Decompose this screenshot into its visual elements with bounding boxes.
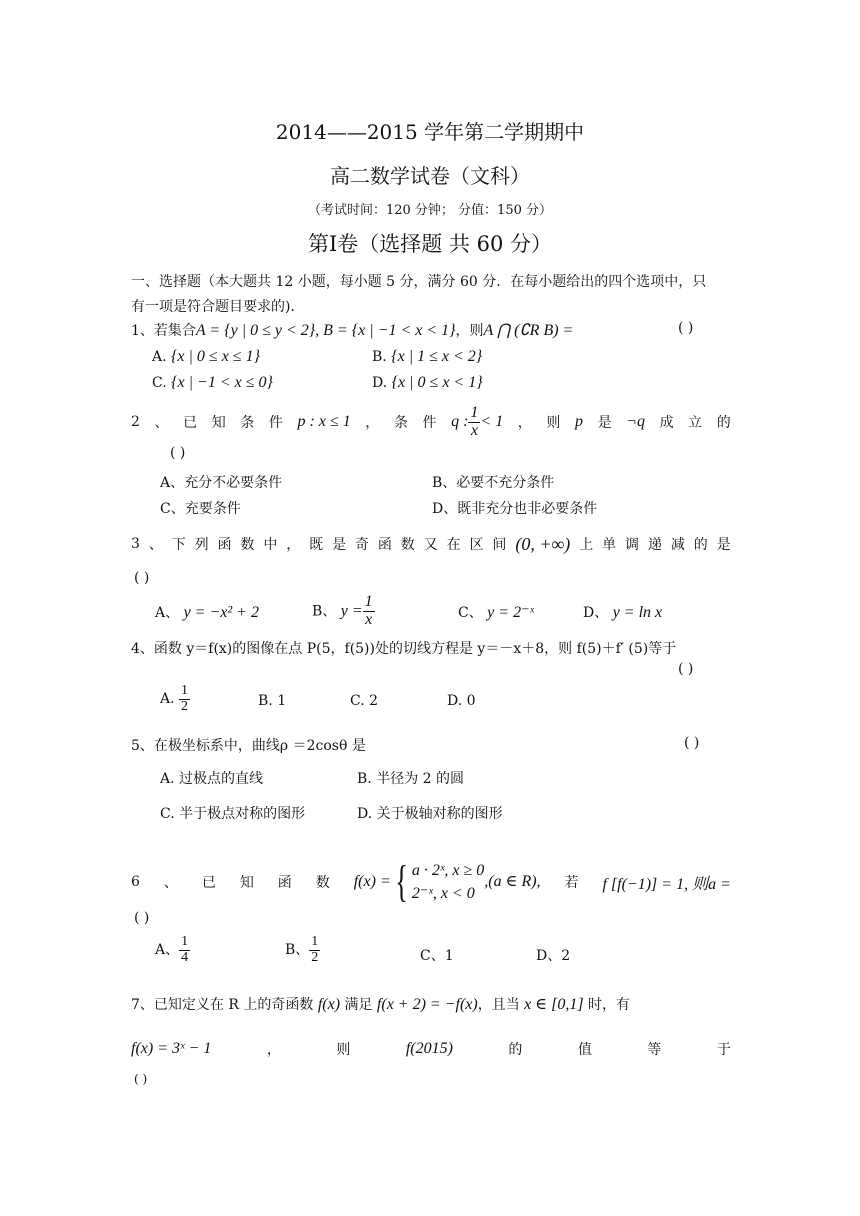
q6-text: 数 bbox=[315, 875, 330, 891]
q5-option-c[interactable]: C. 半于极点对称的图形 bbox=[160, 806, 306, 822]
q6-option-d[interactable]: D、2 bbox=[536, 948, 571, 964]
q6-text: 知 bbox=[239, 875, 254, 891]
section-title: 第Ⅰ卷（选择题 共 60 分） bbox=[307, 232, 553, 256]
q6-option-b[interactable] bbox=[285, 935, 320, 965]
q6-option-b-fraction bbox=[309, 935, 320, 965]
q3-text: ， bbox=[286, 537, 301, 553]
q3-option-d-math: y = ln x bbox=[612, 604, 663, 621]
q7-text: 等 bbox=[647, 1042, 662, 1058]
q7-domain: x ∈ [0,1] bbox=[524, 996, 584, 1013]
q4-frac-den: 2 bbox=[181, 698, 189, 714]
q6-fx: f(x) = bbox=[353, 872, 391, 890]
q2-text: 条 bbox=[240, 415, 255, 431]
q5-answer-paren: ( ) bbox=[684, 735, 700, 751]
q6-frac-den: 4 bbox=[181, 949, 189, 965]
q3-option-b-label: B、 bbox=[312, 603, 337, 620]
q6-cases bbox=[412, 859, 484, 905]
q2-text: 、 bbox=[154, 415, 169, 431]
q3-text: 是 bbox=[716, 537, 731, 553]
question-4-stem: 4、函数 y＝f(x)的图像在点 P(5，f(5))处的切线方程是 y＝－x＋8，则 f(5)＋f′ (5)等于 bbox=[131, 641, 677, 657]
q2-p: p bbox=[574, 413, 583, 430]
q3-text: 列 bbox=[194, 537, 209, 553]
q3-option-b[interactable] bbox=[312, 594, 375, 629]
q6-answer-paren: ( ) bbox=[134, 910, 150, 926]
q2-text: 条 bbox=[393, 415, 408, 431]
q3-text: 数 bbox=[240, 537, 255, 553]
q2-text: 知 bbox=[211, 415, 226, 431]
q3-text: 的 bbox=[693, 537, 708, 553]
q2-text: 是 bbox=[597, 415, 612, 431]
q2-not-q: ¬q bbox=[626, 413, 645, 430]
q5-option-b[interactable]: B. 半径为 2 的圆 bbox=[357, 771, 464, 787]
q6-ask: f [f(−1)] = 1, 则a = bbox=[602, 875, 731, 893]
q3-option-d[interactable] bbox=[583, 602, 662, 622]
q7-text: 的 bbox=[508, 1042, 523, 1058]
q6-case-2: 2⁻ˣ, x < 0 bbox=[411, 885, 475, 902]
q1-sets: A = {y | 0 ≤ y < 2}, B = {x | −1 < x < 1} bbox=[195, 322, 456, 339]
q2-answer-paren: ( ) bbox=[170, 445, 186, 461]
q6-piecewise bbox=[354, 859, 541, 905]
q2-option-b[interactable]: B、必要不充分条件 bbox=[432, 475, 555, 491]
q7-fx: f(x) bbox=[317, 996, 341, 1013]
q2-text: 件 bbox=[268, 415, 283, 431]
q3-text: 函 bbox=[217, 537, 232, 553]
q7-when: ，且当 bbox=[477, 997, 520, 1013]
q2-text: ， bbox=[517, 415, 532, 431]
exam-title-subject: 高二数学试卷（文科） bbox=[330, 164, 530, 188]
q6-case-1: a · 2ˣ, x ≥ 0 bbox=[411, 861, 485, 879]
q3-text: 是 bbox=[332, 537, 347, 553]
q6-text: 若 bbox=[564, 875, 579, 891]
q7-piece-def: f(x) = 3ˣ − 1 bbox=[131, 1040, 212, 1057]
q3-frac-num: 1 bbox=[364, 593, 373, 610]
q7-text: 值 bbox=[577, 1042, 592, 1058]
q1-answer-paren: ( ) bbox=[678, 320, 694, 336]
q2-frac-num: 1 bbox=[470, 403, 479, 421]
q3-number: 3 bbox=[131, 536, 140, 552]
q6-option-c[interactable]: C、1 bbox=[420, 948, 454, 964]
q6-option-b-label: B、 bbox=[285, 942, 310, 959]
q1-option-c-label: C. bbox=[152, 375, 167, 391]
q4-frac-num: 1 bbox=[181, 683, 189, 698]
q4-option-a-fraction bbox=[179, 684, 190, 714]
q3-option-c[interactable] bbox=[458, 602, 534, 622]
q3-answer-paren: ( ) bbox=[134, 570, 150, 586]
q1-lead: 1、若集合 bbox=[131, 323, 196, 339]
q4-option-a[interactable] bbox=[160, 684, 190, 714]
q2-frac-den: x bbox=[470, 421, 478, 439]
q2-text: 则 bbox=[546, 415, 561, 431]
q2-text: 已 bbox=[183, 415, 198, 431]
question-1-stem bbox=[131, 320, 573, 340]
q2-number: 2 bbox=[131, 414, 140, 430]
q4-option-d[interactable]: D. 0 bbox=[447, 693, 476, 709]
question-5-stem: 5、在极坐标系中，曲线ρ ＝2cosθ 是 bbox=[131, 738, 366, 754]
q7-text: ， bbox=[266, 1042, 281, 1058]
q1-option-d-label: D. bbox=[372, 375, 388, 391]
q2-option-c[interactable]: C、充要条件 bbox=[160, 501, 241, 517]
q4-option-a-label: A. bbox=[160, 691, 175, 708]
q3-text: 下 bbox=[171, 537, 186, 553]
intro-line-1: 一、选择题（本大题共 12 小题，每小题 5 分，满分 60 分．在每小题给出的四个选项中，只 bbox=[131, 274, 707, 290]
q2-text: 成 bbox=[659, 415, 674, 431]
q3-option-c-label: C、 bbox=[458, 605, 483, 621]
q3-option-a-label: A、 bbox=[155, 605, 180, 621]
q3-text: 既 bbox=[309, 537, 324, 553]
q7-equation: f(x + 2) = −f(x) bbox=[376, 996, 478, 1013]
q4-option-c[interactable]: C. 2 bbox=[350, 693, 379, 709]
q6-frac-den: 2 bbox=[311, 949, 319, 965]
q3-text: 、 bbox=[148, 537, 163, 553]
q7-text: 于 bbox=[716, 1042, 731, 1058]
question-6-stem bbox=[131, 858, 731, 906]
q6-option-a-fraction bbox=[179, 935, 190, 965]
q1-option-d[interactable] bbox=[372, 374, 483, 392]
q1-option-a-label: A. bbox=[152, 349, 167, 365]
q2-text: 件 bbox=[422, 415, 437, 431]
q1-option-c[interactable] bbox=[152, 374, 273, 392]
q3-option-a-math: y = −x² + 2 bbox=[183, 604, 259, 621]
q5-option-d[interactable]: D. 关于极轴对称的图形 bbox=[357, 806, 503, 822]
q3-option-b-fraction bbox=[363, 594, 375, 629]
q1-option-b-label: B. bbox=[372, 349, 387, 365]
q7-text: 则 bbox=[336, 1042, 351, 1058]
q2-ineq: < 1 bbox=[480, 412, 504, 430]
q3-option-b-lhs: y = bbox=[340, 602, 363, 620]
q7-lead: 7、已知定义在 R 上的奇函数 bbox=[131, 997, 314, 1013]
question-2-stem bbox=[131, 400, 731, 444]
q1-ask: A ⋂ (∁R B) = bbox=[483, 322, 574, 339]
question-7-line-2 bbox=[131, 1036, 731, 1062]
exam-info: （考试时间：120 分钟； 分值：150 分） bbox=[307, 203, 553, 218]
q3-option-a[interactable] bbox=[155, 602, 259, 622]
exam-title-year: 2014——2015 学年第二学期期中 bbox=[275, 120, 585, 144]
q4-option-b[interactable]: B. 1 bbox=[258, 693, 287, 709]
q2-option-d[interactable]: D、既非充分也非必要条件 bbox=[432, 501, 598, 517]
q7-when2: 时，有 bbox=[588, 997, 631, 1013]
q6-frac-num: 1 bbox=[311, 934, 319, 949]
q2-fraction bbox=[468, 405, 480, 440]
q2-text: ， bbox=[365, 415, 380, 431]
q3-option-d-label: D、 bbox=[583, 605, 609, 621]
q7-f2015: f(2015) bbox=[405, 1040, 453, 1057]
q1-option-a-math: {x | 0 ≤ x ≤ 1} bbox=[171, 348, 260, 365]
q6-number: 6 bbox=[131, 874, 140, 890]
question-3-stem bbox=[131, 530, 731, 558]
q6-condition: ,(a ∈ R), bbox=[484, 872, 541, 890]
q3-text: 间 bbox=[492, 537, 507, 553]
q6-text: 函 bbox=[277, 875, 292, 891]
q3-text: 又 bbox=[423, 537, 438, 553]
left-brace-icon: { bbox=[394, 857, 408, 906]
q3-interval: (0, +∞) bbox=[515, 533, 571, 554]
q1-option-b[interactable] bbox=[372, 348, 482, 366]
q1-option-c-math: {x | −1 < x ≤ 0} bbox=[171, 374, 273, 391]
q1-mid: ，则 bbox=[455, 323, 484, 339]
q3-frac-den: x bbox=[365, 610, 373, 628]
intro-line-2: 有一项是符合题目要求的). bbox=[131, 299, 295, 315]
q4-answer-paren: ( ) bbox=[678, 661, 694, 677]
q3-text: 调 bbox=[625, 537, 640, 553]
q3-text: 在 bbox=[446, 537, 461, 553]
q5-option-a[interactable]: A. 过极点的直线 bbox=[160, 771, 264, 787]
q6-text: 已 bbox=[201, 875, 216, 891]
q3-option-c-math: y = 2⁻ˣ bbox=[487, 604, 535, 621]
q2-text: 立 bbox=[688, 415, 703, 431]
q2-condition-p: p : x ≤ 1 bbox=[297, 413, 351, 430]
q7-satisfy: 满足 bbox=[344, 997, 373, 1013]
q6-frac-num: 1 bbox=[181, 934, 189, 949]
q1-option-b-math: {x | 1 ≤ x < 2} bbox=[391, 348, 483, 365]
q3-text: 单 bbox=[602, 537, 617, 553]
q1-option-d-math: {x | 0 ≤ x < 1} bbox=[391, 374, 483, 391]
q1-option-a[interactable] bbox=[152, 348, 260, 366]
q3-text: 数 bbox=[400, 537, 415, 553]
question-7-stem bbox=[131, 994, 630, 1014]
q3-text: 上 bbox=[579, 537, 594, 553]
q3-text: 奇 bbox=[354, 537, 369, 553]
q2-condition-q bbox=[451, 405, 503, 440]
q3-text: 减 bbox=[670, 537, 685, 553]
q7-answer-paren: ( ) bbox=[134, 1072, 148, 1086]
q2-option-a[interactable]: A、充分不必要条件 bbox=[160, 475, 283, 491]
q3-text: 区 bbox=[469, 537, 484, 553]
q6-option-a[interactable] bbox=[155, 935, 190, 965]
q2-q-label: q : bbox=[451, 412, 469, 430]
q3-text: 函 bbox=[377, 537, 392, 553]
q6-option-a-label: A、 bbox=[155, 942, 180, 959]
q2-text: 的 bbox=[716, 415, 731, 431]
q3-text: 中 bbox=[263, 537, 278, 553]
q6-text: 、 bbox=[163, 875, 178, 891]
q3-text: 递 bbox=[647, 537, 662, 553]
